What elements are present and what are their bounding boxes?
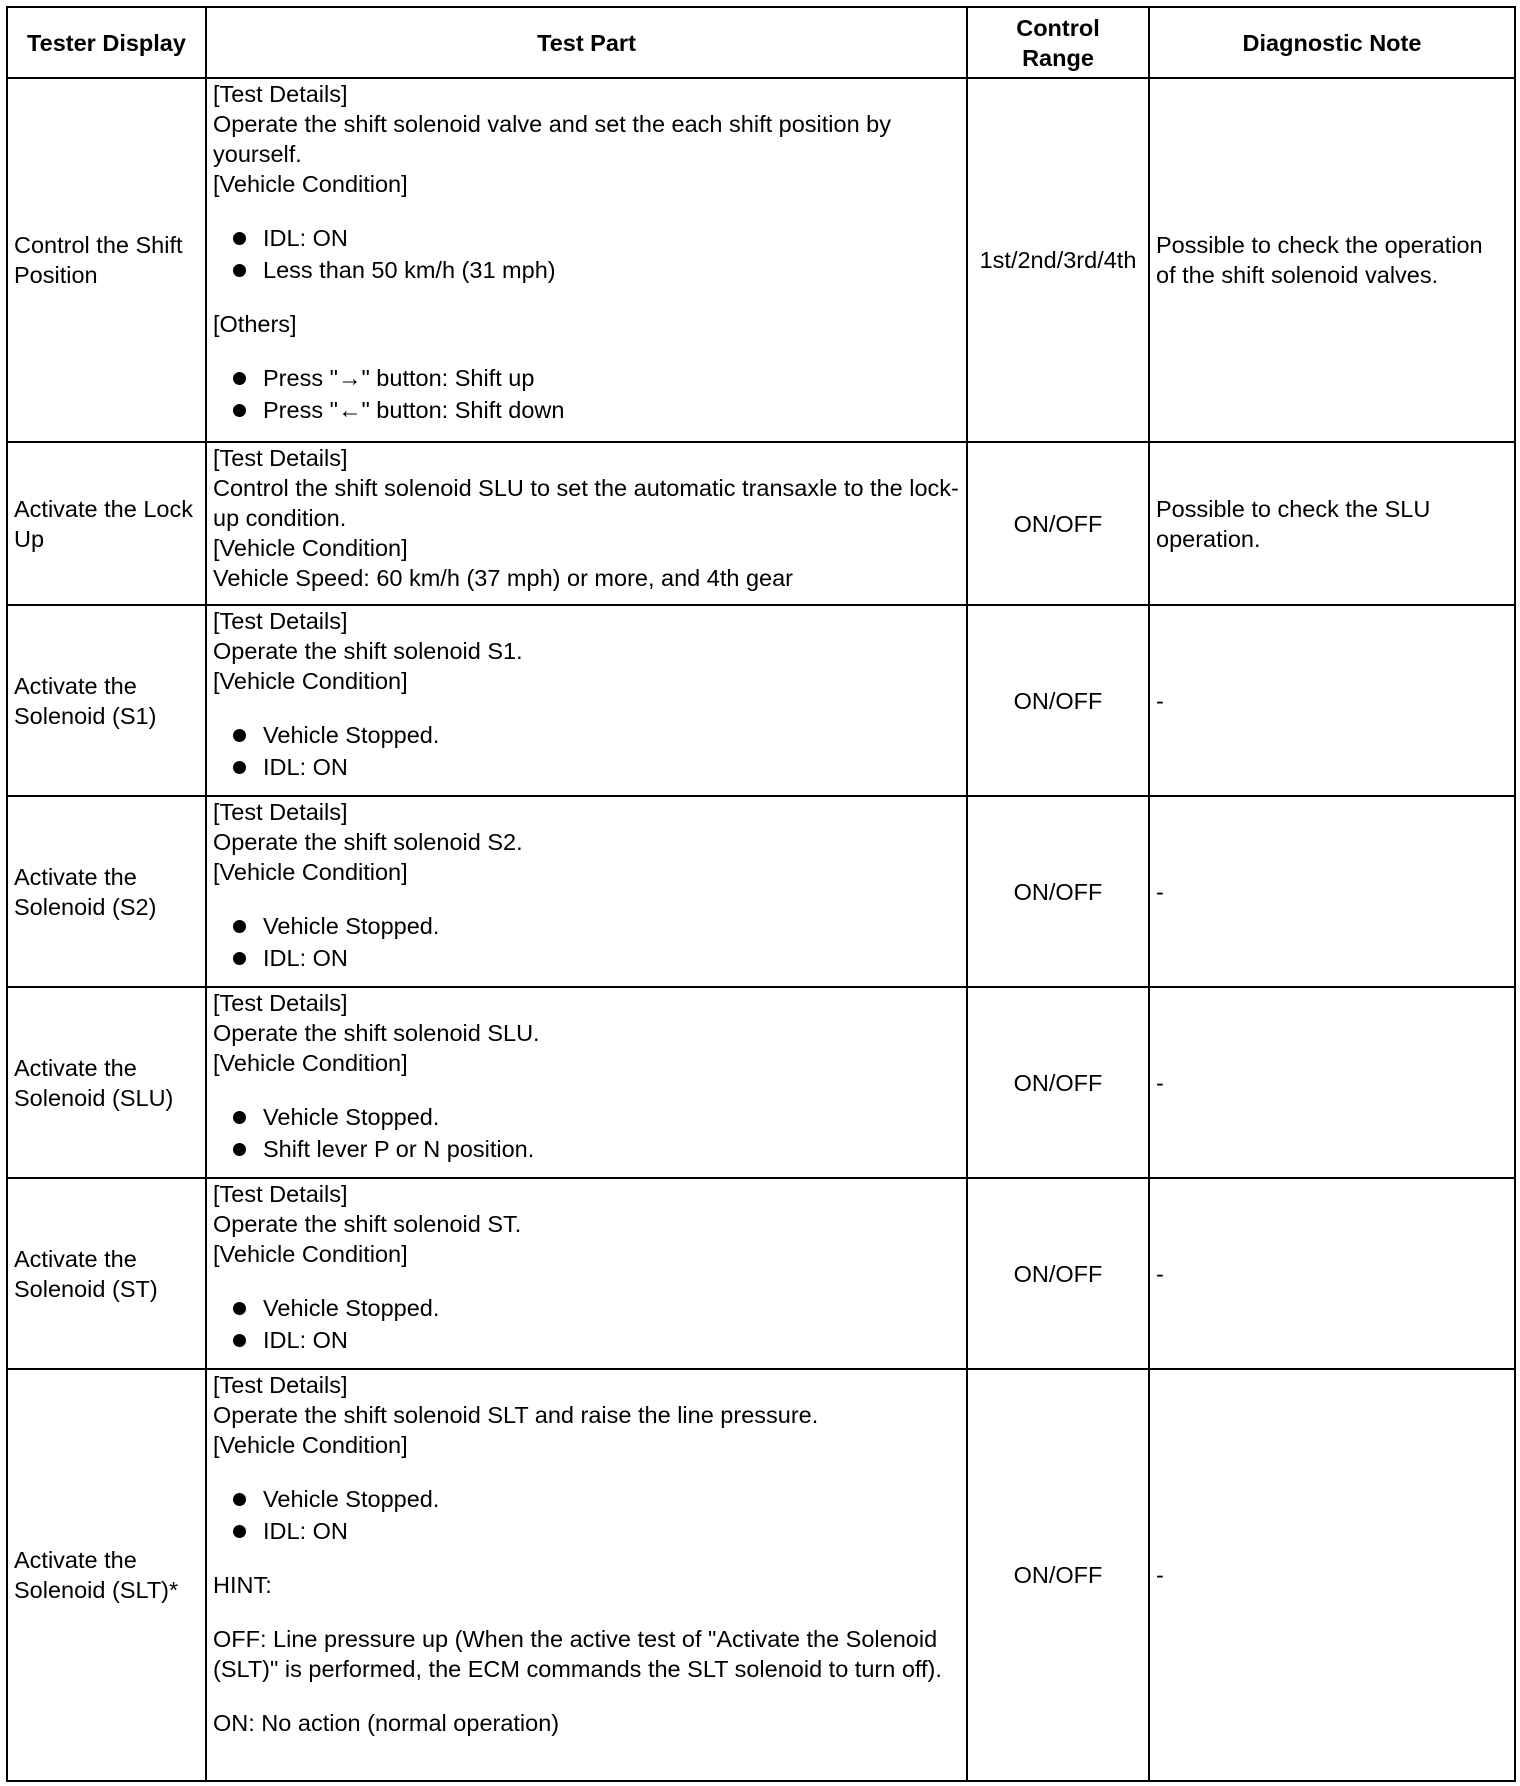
- bullet-icon: [233, 1302, 246, 1315]
- test-details-text: Operate the shift solenoid S1.: [213, 638, 523, 664]
- bullet-icon: [233, 761, 246, 774]
- tester-display-cell: Activate the Solenoid (ST): [7, 1178, 206, 1369]
- control-range-cell: 1st/2nd/3rd/4th: [967, 78, 1149, 442]
- test-part-cell: [206, 796, 967, 987]
- tester-display-cell: Activate the Solenoid (S2): [7, 796, 206, 987]
- control-range-cell: ON/OFF: [967, 796, 1149, 987]
- vehicle-condition-label: [Vehicle Condition]: [213, 1050, 408, 1076]
- table-row: [7, 442, 1515, 605]
- control-range-cell: ON/OFF: [967, 987, 1149, 1178]
- vehicle-condition-label: [Vehicle Condition]: [213, 535, 408, 561]
- hint-label: HINT:: [213, 1572, 272, 1598]
- test-details-label: [Test Details]: [213, 990, 348, 1016]
- test-details-label: [Test Details]: [213, 1181, 348, 1207]
- table-row: [7, 78, 1515, 442]
- diagnostic-note-cell: -: [1149, 796, 1515, 987]
- test-part-cell: [206, 1178, 967, 1369]
- table-row: [7, 796, 1515, 987]
- header-test-part: Test Part: [206, 7, 967, 78]
- vehicle-condition-text: Vehicle Speed: 60 km/h (37 mph) or more, and 4th gear: [213, 565, 793, 591]
- vehicle-condition-label: [Vehicle Condition]: [213, 1432, 408, 1458]
- condition-item: [213, 223, 960, 253]
- condition-text: IDL: ON: [263, 225, 348, 251]
- condition-list: [213, 720, 960, 782]
- test-details-label: [Test Details]: [213, 81, 348, 107]
- condition-list: [213, 911, 960, 973]
- condition-item: [213, 1484, 960, 1514]
- condition-item: [213, 1516, 960, 1546]
- control-range-cell: ON/OFF: [967, 442, 1149, 605]
- test-part-cell: [206, 605, 967, 796]
- header-control-range: [967, 7, 1149, 78]
- diagnostic-note-cell: -: [1149, 987, 1515, 1178]
- header-diagnostic-note: Diagnostic Note: [1149, 7, 1515, 78]
- condition-item: [213, 1134, 960, 1164]
- condition-text: Vehicle Stopped.: [263, 1486, 440, 1512]
- bullet-icon: [233, 920, 246, 933]
- condition-item: [213, 943, 960, 973]
- diagnostic-note-cell: -: [1149, 1369, 1515, 1781]
- table-row: [7, 605, 1515, 796]
- condition-list: [213, 1293, 960, 1355]
- test-part-cell: [206, 442, 967, 605]
- test-details-text: Operate the shift solenoid S2.: [213, 829, 523, 855]
- condition-item: [213, 1325, 960, 1355]
- table-row: [7, 1369, 1515, 1781]
- active-test-table: [6, 6, 1516, 1782]
- bullet-icon: [233, 1525, 246, 1538]
- header-tester-display: Tester Display: [7, 7, 206, 78]
- others-list: [213, 363, 960, 425]
- condition-text: Vehicle Stopped.: [263, 1104, 440, 1130]
- hint-on-text: ON: No action (normal operation): [213, 1710, 560, 1736]
- condition-list: [213, 1102, 960, 1164]
- bullet-icon: [233, 729, 246, 742]
- test-details-text: Operate the shift solenoid valve and set the each shift position by yourself.: [213, 111, 892, 167]
- vehicle-condition-label: [Vehicle Condition]: [213, 171, 408, 197]
- bullet-icon: [233, 264, 246, 277]
- control-range-cell: ON/OFF: [967, 605, 1149, 796]
- condition-item: [213, 255, 960, 285]
- condition-text: IDL: ON: [263, 1518, 348, 1544]
- table-row: [7, 1178, 1515, 1369]
- condition-item: [213, 752, 960, 782]
- condition-text: Vehicle Stopped.: [263, 1295, 440, 1321]
- condition-text: IDL: ON: [263, 945, 348, 971]
- others-text: Press "→" button: Shift up: [263, 365, 535, 391]
- control-range-cell: ON/OFF: [967, 1178, 1149, 1369]
- test-details-text: Operate the shift solenoid SLT and raise the line pressure.: [213, 1402, 819, 1428]
- test-details-text: Control the shift solenoid SLU to set the automatic transaxle to the lock-up condition.: [213, 475, 959, 531]
- bullet-icon: [233, 232, 246, 245]
- vehicle-condition-label: [Vehicle Condition]: [213, 1241, 408, 1267]
- condition-item: [213, 1293, 960, 1323]
- header-control-range-text: Control Range: [1016, 14, 1100, 71]
- diagnostic-note-cell: -: [1149, 1178, 1515, 1369]
- diagnostic-note-cell: Possible to check the operation of the shift solenoid valves.: [1149, 78, 1515, 442]
- test-details-label: [Test Details]: [213, 799, 348, 825]
- others-label: [Others]: [213, 311, 297, 337]
- table-header-row: [7, 7, 1515, 78]
- tester-display-cell: Activate the Solenoid (SLT)*: [7, 1369, 206, 1781]
- others-item: [213, 363, 960, 393]
- test-part-cell: [206, 1369, 967, 1781]
- test-part-cell: [206, 987, 967, 1178]
- tester-display-cell: Activate the Lock Up: [7, 442, 206, 605]
- bullet-icon: [233, 372, 246, 385]
- control-range-cell: ON/OFF: [967, 1369, 1149, 1781]
- condition-text: Less than 50 km/h (31 mph): [263, 257, 556, 283]
- vehicle-condition-label: [Vehicle Condition]: [213, 859, 408, 885]
- diagnostic-note-cell: Possible to check the SLU operation.: [1149, 442, 1515, 605]
- condition-list: [213, 1484, 960, 1546]
- tester-display-cell: Activate the Solenoid (SLU): [7, 987, 206, 1178]
- others-item: [213, 395, 960, 425]
- test-details-text: Operate the shift solenoid ST.: [213, 1211, 522, 1237]
- tester-display-cell: Control the Shift Position: [7, 78, 206, 442]
- table-row: [7, 987, 1515, 1178]
- test-details-label: [Test Details]: [213, 445, 348, 471]
- bullet-icon: [233, 1493, 246, 1506]
- condition-text: Shift lever P or N position.: [263, 1136, 535, 1162]
- bullet-icon: [233, 404, 246, 417]
- bullet-icon: [233, 1334, 246, 1347]
- vehicle-condition-label: [Vehicle Condition]: [213, 668, 408, 694]
- bullet-icon: [233, 1143, 246, 1156]
- condition-text: Vehicle Stopped.: [263, 722, 440, 748]
- condition-item: [213, 911, 960, 941]
- bullet-icon: [233, 952, 246, 965]
- diagnostic-note-cell: -: [1149, 605, 1515, 796]
- tester-display-cell: Activate the Solenoid (S1): [7, 605, 206, 796]
- test-details-text: Operate the shift solenoid SLU.: [213, 1020, 540, 1046]
- condition-item: [213, 1102, 960, 1132]
- condition-list: [213, 223, 960, 285]
- bullet-icon: [233, 1111, 246, 1124]
- condition-text: Vehicle Stopped.: [263, 913, 440, 939]
- condition-text: IDL: ON: [263, 754, 348, 780]
- test-details-label: [Test Details]: [213, 608, 348, 634]
- others-text: Press "←" button: Shift down: [263, 397, 565, 423]
- condition-item: [213, 720, 960, 750]
- test-details-label: [Test Details]: [213, 1372, 348, 1398]
- hint-off-text: OFF: Line pressure up (When the active test of "Activate the Solenoid (SLT)" is performed, the ECM commands the SLT solenoid to turn off).: [213, 1626, 942, 1682]
- condition-text: IDL: ON: [263, 1327, 348, 1353]
- test-part-cell: [206, 78, 967, 442]
